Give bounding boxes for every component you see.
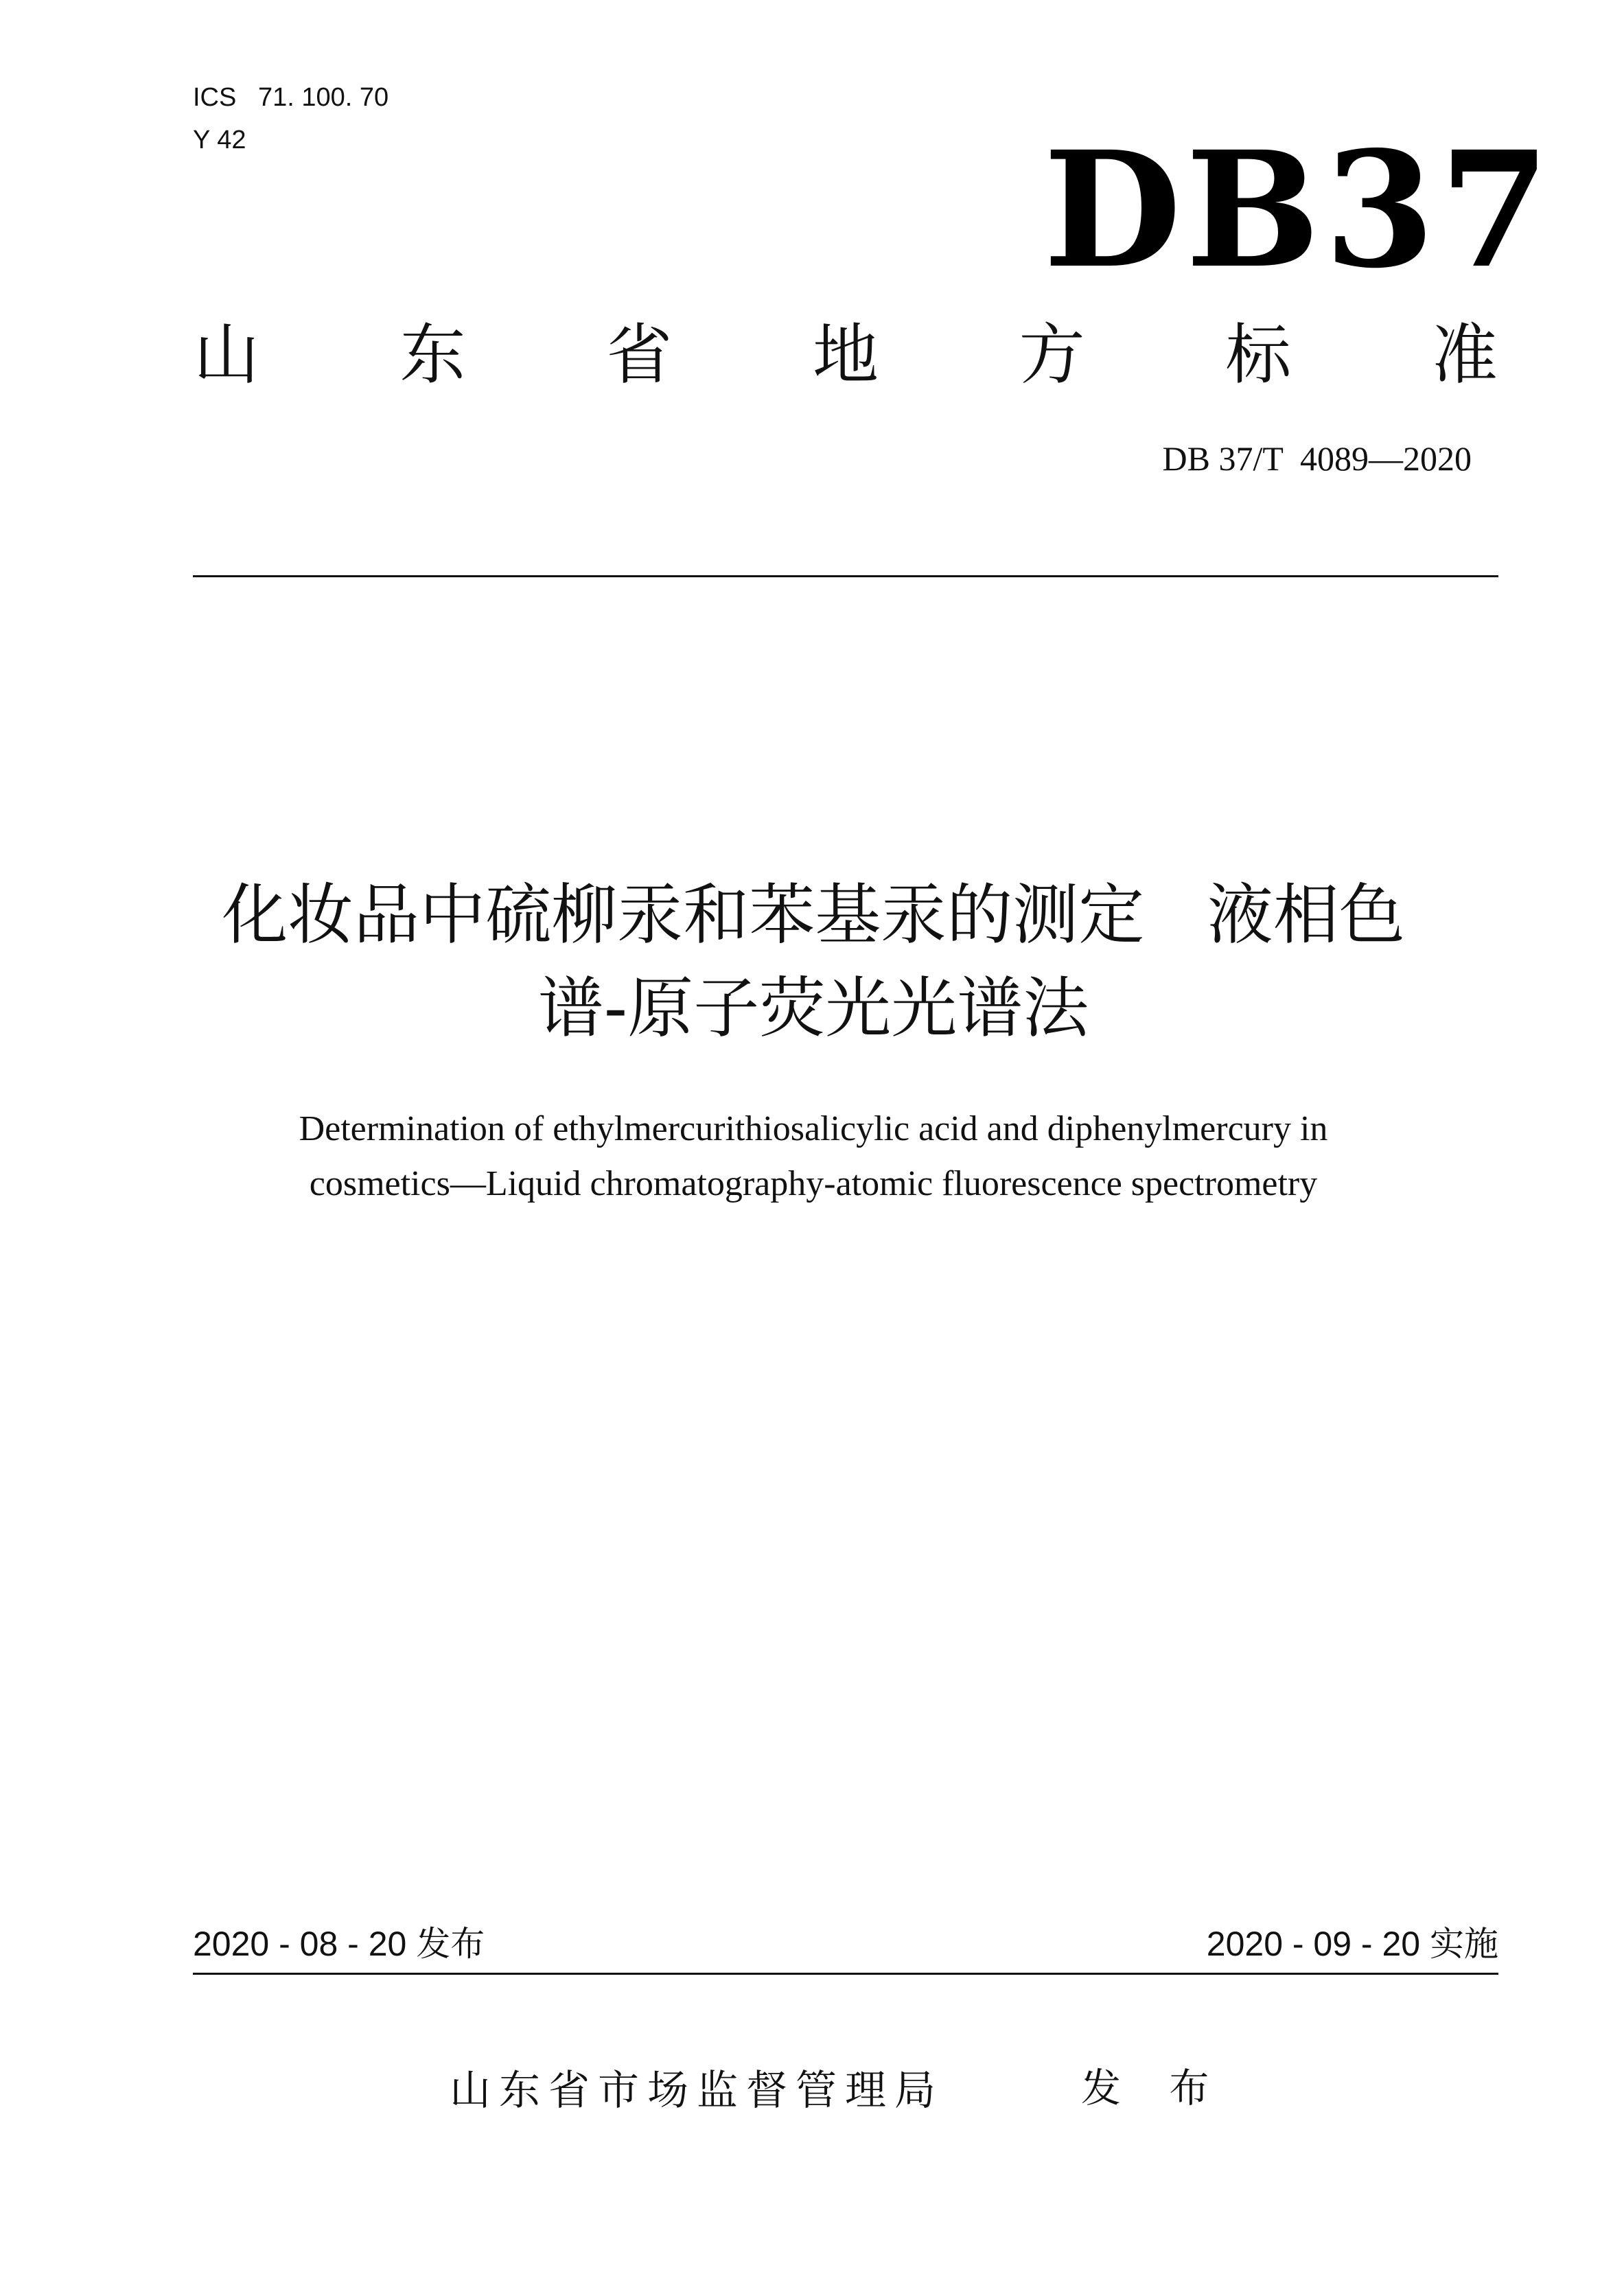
standard-type-char: 东 (399, 316, 466, 393)
english-title-line: cosmetics—Liquid chromatography-atomic fluorescence spectrometry (309, 1164, 1318, 1203)
standard-type-char: 方 (1019, 316, 1085, 393)
standard-type-char: 山 (194, 316, 259, 393)
ics-code: ICS 71. 100. 70 (193, 83, 389, 112)
top-divider (193, 575, 1498, 577)
bottom-divider (193, 1973, 1498, 1975)
effective-date: 2020 - 09 - 20 实施 (1206, 1925, 1498, 1963)
standard-type-char: 准 (1431, 316, 1498, 393)
standard-type-heading (194, 317, 1498, 393)
english-title-line: Determination of ethylmercurithiosalicylic acid and diphenylmercury in (299, 1109, 1328, 1148)
release-date: 2020 - 08 - 20 发布 (193, 1925, 485, 1963)
english-title (137, 1102, 1489, 1211)
standard-type-char: 标 (1225, 316, 1292, 393)
chinese-title-line: 化妆品中硫柳汞和苯基汞的测定 液相色 (222, 877, 1405, 953)
chinese-title (137, 868, 1489, 1055)
standard-type-char: 地 (812, 316, 879, 393)
issuing-authority: 山东省市场监督管理局 (450, 2067, 944, 2115)
db-logo: DB37 (1043, 116, 1555, 303)
standard-type-char: 省 (606, 316, 673, 393)
classification-code: Y 42 (193, 126, 246, 154)
issuing-action: 发 布 (1081, 2065, 1227, 2111)
standard-number: DB 37/T 4089—2020 (1162, 439, 1472, 478)
chinese-title-line: 谱-原子荧光光谱法 (537, 970, 1089, 1047)
